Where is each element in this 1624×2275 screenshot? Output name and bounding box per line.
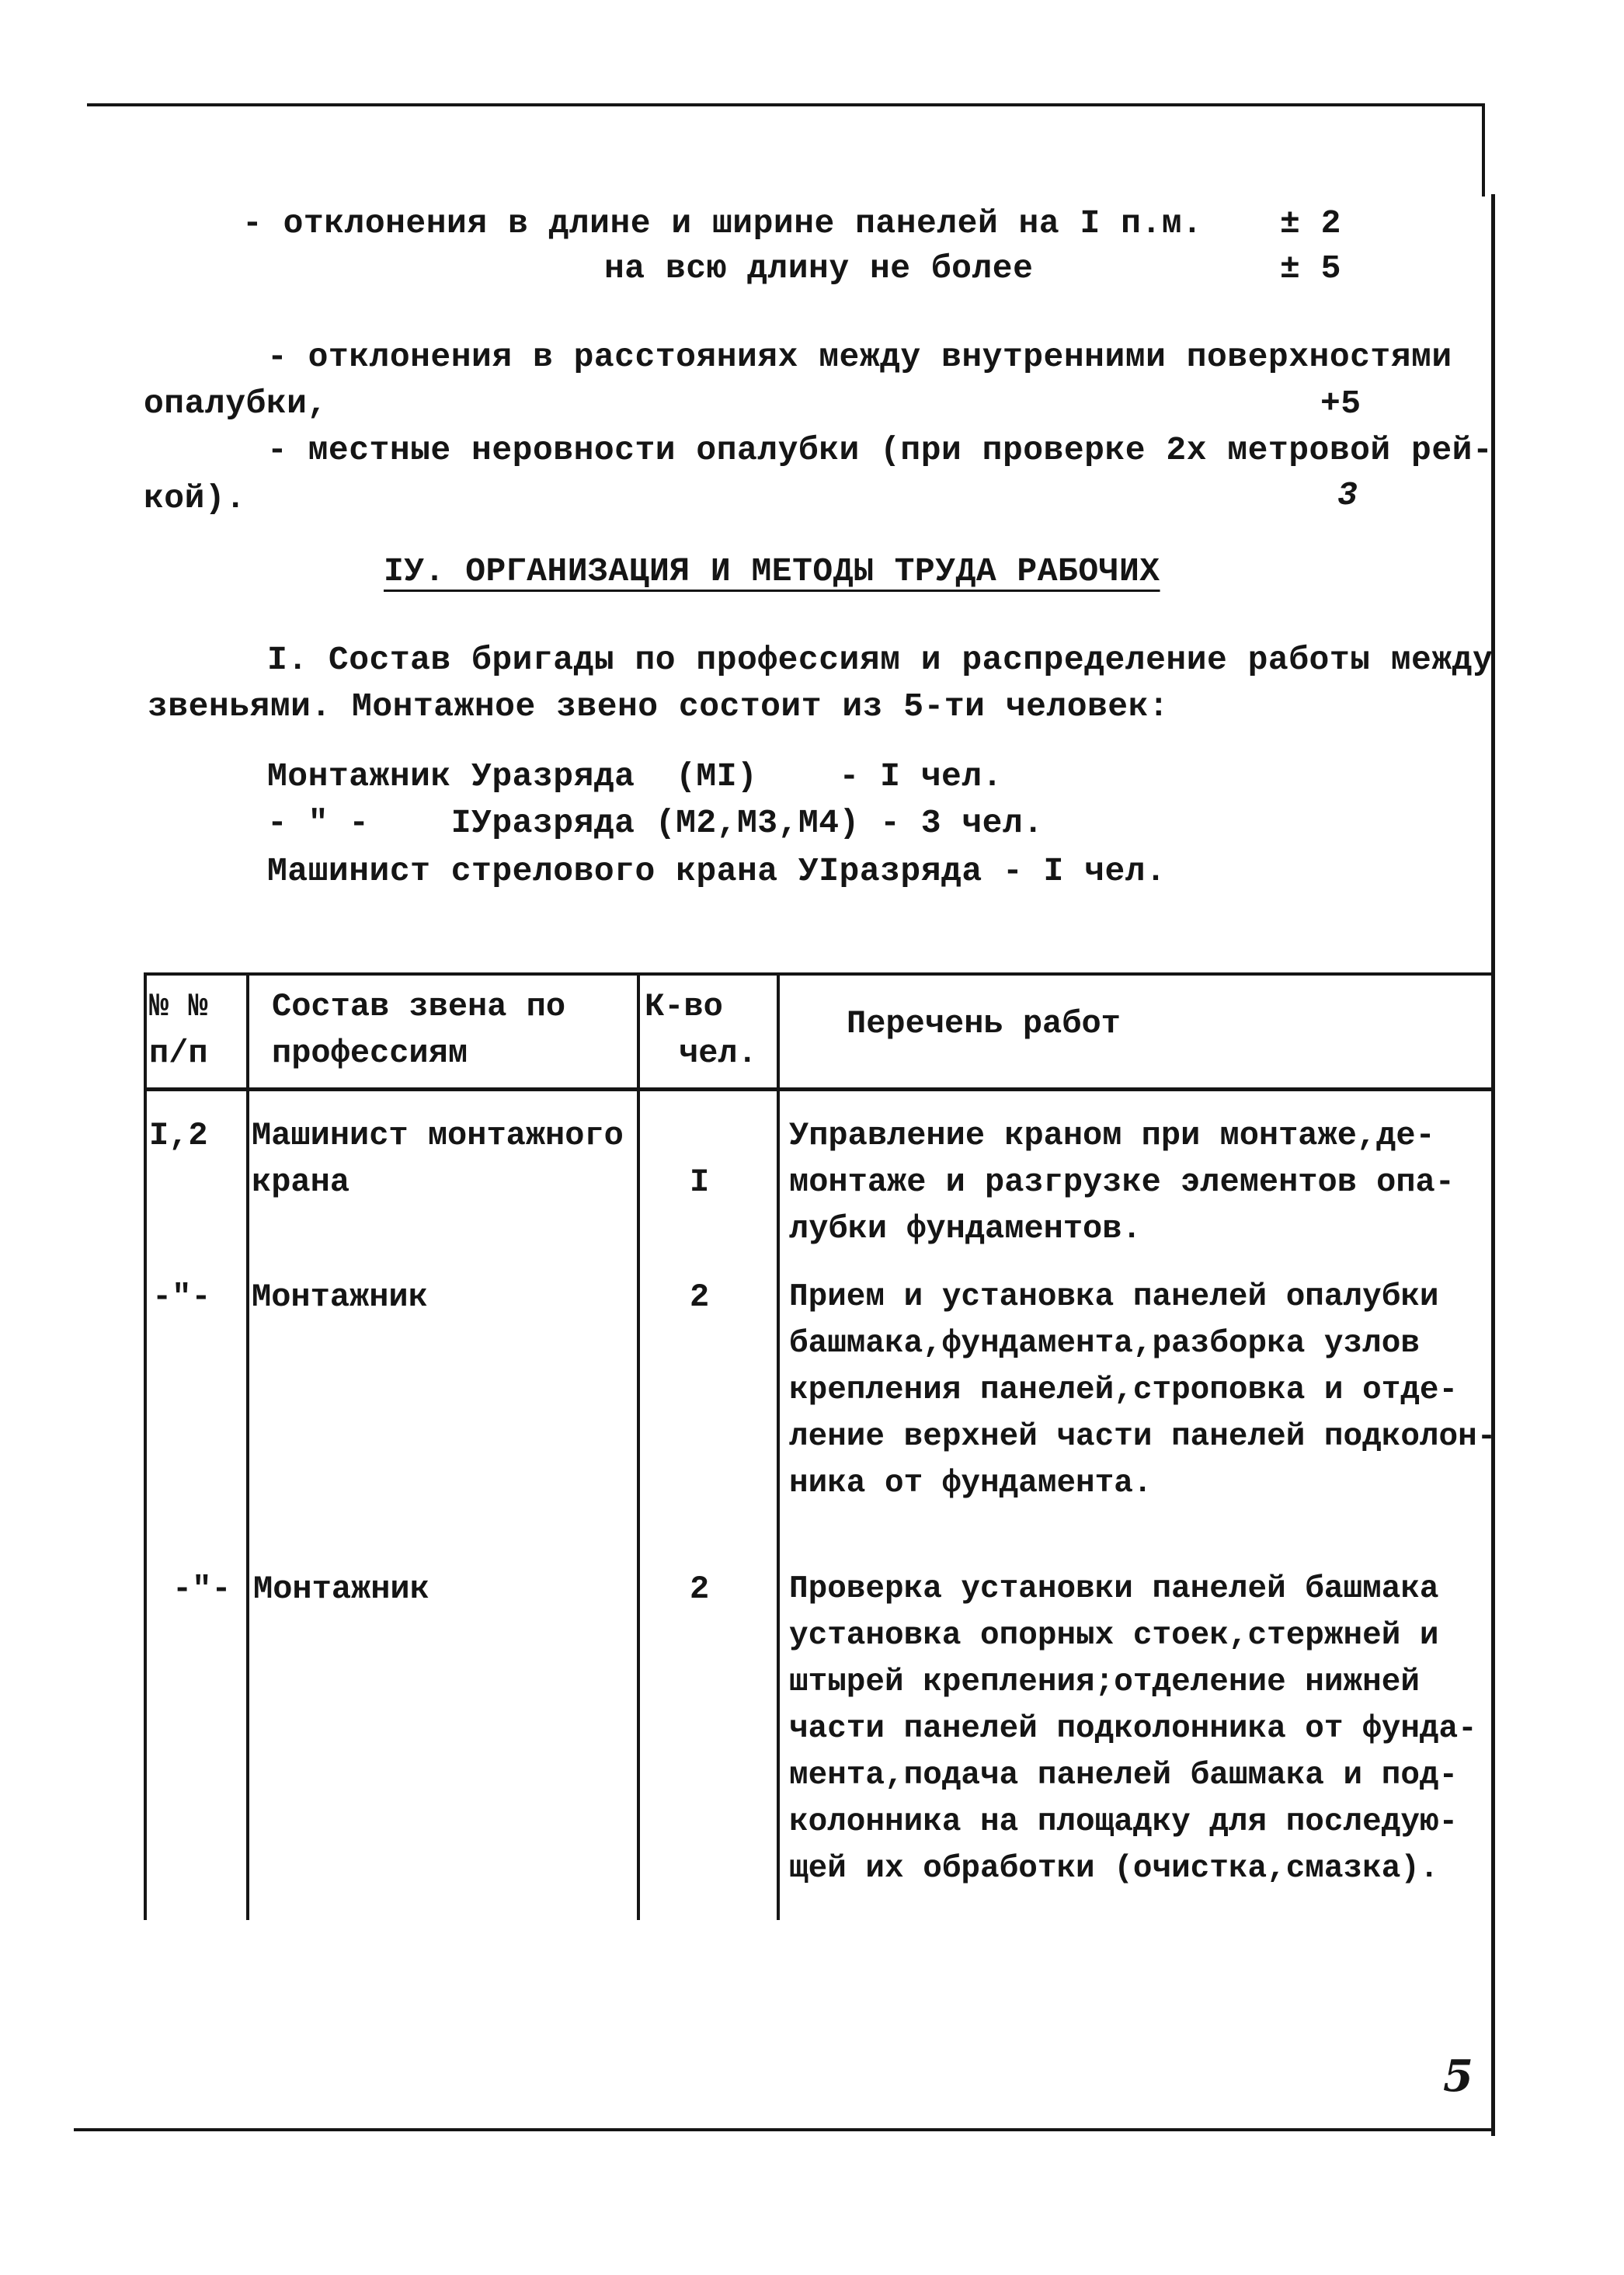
header-composition xyxy=(272,983,565,1077)
table-header-bottom-line xyxy=(144,1087,1491,1091)
paragraph-line-1: I. Состав бригады по профессиям и распределение работы между xyxy=(267,641,1494,679)
tolerance-line-2: на всю длину не более xyxy=(604,249,1034,287)
tolerance-line-4-cont: кой). xyxy=(144,479,246,517)
table-col-line-3 xyxy=(777,972,780,1920)
table-row-1-composition xyxy=(252,1112,624,1205)
row-2-works-line-1: Прием и установка панелей опалубки xyxy=(789,1279,1439,1315)
section-heading: IУ. ОРГАНИЗАЦИЯ И МЕТОДЫ ТРУДА РАБОЧИХ xyxy=(384,552,1160,590)
tolerance-value-3: +5 xyxy=(1320,384,1361,423)
top-border xyxy=(87,103,1485,106)
header-composition-line-1: Состав звена по xyxy=(272,988,566,1025)
row-3-composition-line-1: Монтажник xyxy=(253,1571,429,1608)
row-3-works-line-3: штырей крепления;отделение нижней xyxy=(789,1665,1420,1700)
table-col-line-2 xyxy=(637,972,640,1920)
table-row-2-composition xyxy=(252,1274,428,1320)
tolerance-line-3: - отклонения в расстояниях между внутренними поверхностями xyxy=(267,338,1452,376)
row-2-composition-line-1: Монтажник xyxy=(252,1278,428,1316)
row-1-works-line-1: Управление краном при монтаже,де- xyxy=(789,1117,1435,1154)
table-top-line xyxy=(144,972,1491,976)
table-row-2-num: -"- xyxy=(152,1278,211,1316)
crew-line-3: Машинист стрелового крана УIразряда - I чел. xyxy=(267,852,1167,890)
table-row-3-works xyxy=(789,1566,1477,1892)
header-works: Перечень работ xyxy=(847,1005,1121,1042)
header-num xyxy=(149,983,208,1077)
crew-line-2: - " - IУразряда (М2,М3,М4) - 3 чел. xyxy=(267,804,1044,842)
header-composition-line-2: профессиям xyxy=(272,1035,468,1072)
row-3-works-line-2: установка опорных стоек,стержней и xyxy=(789,1618,1439,1654)
row-1-composition-line-2: крана xyxy=(252,1164,350,1201)
table-row-3-count: 2 xyxy=(690,1571,710,1608)
row-3-works-line-6: колонника на площадку для последую- xyxy=(789,1804,1459,1840)
row-1-composition-line-1: Машинист монтажного xyxy=(252,1117,624,1154)
header-num-line-2: п/п xyxy=(149,1035,208,1072)
row-3-works-line-5: мента,подача панелей башмака и под- xyxy=(789,1758,1459,1793)
table-col-line-0 xyxy=(144,972,147,1920)
row-3-works-line-1: Проверка установки панелей башмака xyxy=(789,1571,1439,1607)
row-1-works-line-3: лубки фундаментов. xyxy=(789,1210,1142,1247)
table-row-2-works xyxy=(789,1274,1496,1507)
table-row-3-num: -"- xyxy=(172,1571,231,1608)
header-num-line-1: № № xyxy=(149,988,208,1025)
paragraph-line-2: звеньями. Монтажное звено состоит из 5-ти человек: xyxy=(148,687,1170,725)
row-2-works-line-2: башмака,фундамента,разборка узлов xyxy=(789,1326,1420,1362)
table-row-1-works xyxy=(789,1112,1455,1252)
tolerance-value-1: ± 2 xyxy=(1280,204,1341,242)
row-1-works-line-2: монтаже и разгрузке элементов опа- xyxy=(789,1164,1455,1201)
bottom-border xyxy=(74,2128,1495,2131)
row-2-works-line-4: ление верхней части панелей подколон- xyxy=(789,1419,1497,1455)
table-row-1-num: I,2 xyxy=(149,1117,208,1154)
right-border-top xyxy=(1482,103,1485,197)
header-count-line-2: чел. xyxy=(679,1035,757,1072)
row-2-works-line-5: ника от фундамента. xyxy=(789,1466,1153,1501)
table-row-3-composition xyxy=(253,1566,429,1612)
row-3-works-line-4: части панелей подколонника от фунда- xyxy=(789,1711,1477,1747)
row-3-works-line-7: щей их обработки (очистка,смазка). xyxy=(789,1851,1439,1887)
header-count xyxy=(645,983,757,1077)
tolerance-line-4: - местные неровности опалубки (при проверке 2х метровой рей- xyxy=(267,431,1494,469)
table-col-line-1 xyxy=(246,972,249,1920)
page-number: 5 xyxy=(1443,2051,1473,2102)
table-row-1-count: I xyxy=(690,1164,710,1201)
tolerance-value-2: ± 5 xyxy=(1280,249,1341,287)
tolerance-line-1: - отклонения в длине и ширине панелей на I п.м. xyxy=(242,204,1203,242)
row-2-works-line-3: крепления панелей,строповка и отде- xyxy=(789,1372,1459,1408)
tolerance-line-3-cont: опалубки, xyxy=(144,384,328,423)
tolerance-value-4: 3 xyxy=(1337,476,1358,514)
right-border xyxy=(1491,194,1495,2136)
table-row-2-count: 2 xyxy=(690,1278,710,1316)
crew-line-1: Монтажник Уразряда (МI) - I чел. xyxy=(267,757,1003,795)
header-count-line-1: К-во xyxy=(645,988,723,1025)
